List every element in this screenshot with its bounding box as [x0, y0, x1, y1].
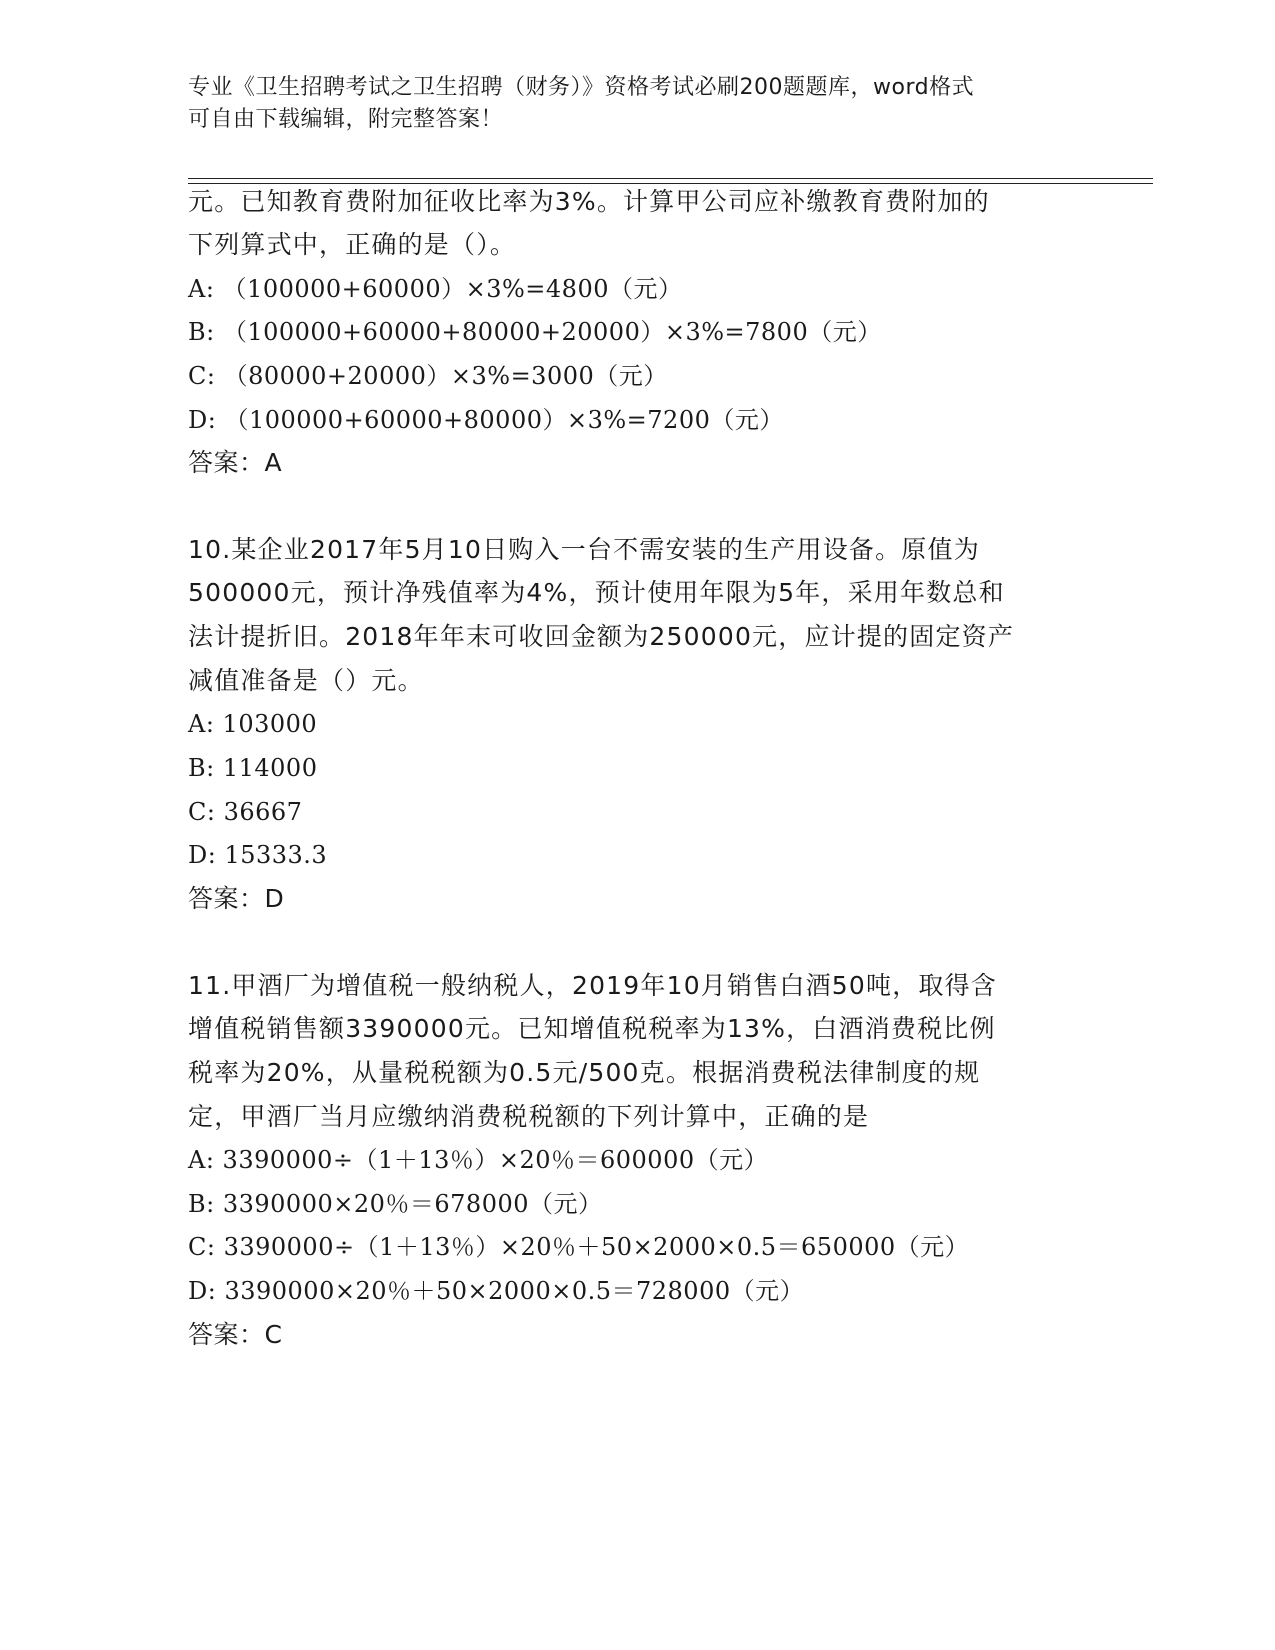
question-10-option-d: D: 15333.3: [188, 841, 328, 869]
question-10-text-line: 法计提折旧。2018年年末可收回金额为250000元，应计提的固定资产: [188, 622, 1015, 651]
question-10-option-a: A: 103000: [188, 710, 318, 738]
question-10-text-line: 减值准备是（）元。: [188, 666, 424, 695]
question-9-text-line: 元。已知教育费附加征收比率为3%。计算甲公司应补缴教育费附加的: [188, 187, 990, 216]
question-10-option-c: C: 36667: [188, 798, 303, 826]
question-11-text-line: 增值税销售额3390000元。已知增值税税率为13%，白酒消费税比例: [188, 1014, 996, 1043]
header-divider-top: [188, 178, 1153, 179]
document-header: [188, 72, 1088, 136]
question-9-text-line: 下列算式中，正确的是（）。: [188, 230, 517, 259]
question-11-option-c: C: 3390000÷（1＋13％）×20％＋50×2000×0.5＝650000（元）: [188, 1233, 970, 1261]
question-10-option-b: B: 114000: [188, 754, 318, 782]
question-9-option-a: A: （100000+60000）×3%=4800（元）: [188, 275, 683, 303]
question-11-text-line: 定，甲酒厂当月应缴纳消费税税额的下列计算中，正确的是: [188, 1102, 870, 1131]
question-10-text-line: 10.某企业2017年5月10日购入一台不需安装的生产用设备。原值为: [188, 535, 980, 564]
header-line-2: 可自由下载编辑，附完整答案！: [188, 107, 504, 132]
question-9-answer: 答案：A: [188, 448, 283, 477]
question-11-answer: 答案：C: [188, 1320, 283, 1349]
question-11-text-line: 11.甲酒厂为增值税一般纳税人，2019年10月销售白酒50吨，取得含: [188, 971, 998, 1000]
header-divider-bottom: [188, 183, 1153, 184]
question-9-option-c: C: （80000+20000）×3%=3000（元）: [188, 362, 668, 390]
question-11-text-line: 税率为20%，从量税税额为0.5元/500克。根据消费税法律制度的规: [188, 1058, 981, 1087]
question-9-option-d: D: （100000+60000+80000）×3%=7200（元）: [188, 406, 784, 434]
question-10-answer: 答案：D: [188, 884, 285, 913]
question-9-option-b: B: （100000+60000+80000+20000）×3%=7800（元）: [188, 318, 882, 346]
header-line-1: 专业《卫生招聘考试之卫生招聘（财务）》资格考试必刷200题题库，word格式: [188, 75, 975, 100]
question-11-option-b: B: 3390000×20％＝678000（元）: [188, 1190, 603, 1218]
question-10-text-line: 500000元，预计净残值率为4%，预计使用年限为5年，采用年数总和: [188, 578, 1005, 607]
question-11-option-a: A: 3390000÷（1＋13％）×20％＝600000（元）: [188, 1146, 769, 1174]
question-11-option-d: D: 3390000×20％＋50×2000×0.5＝728000（元）: [188, 1277, 805, 1305]
